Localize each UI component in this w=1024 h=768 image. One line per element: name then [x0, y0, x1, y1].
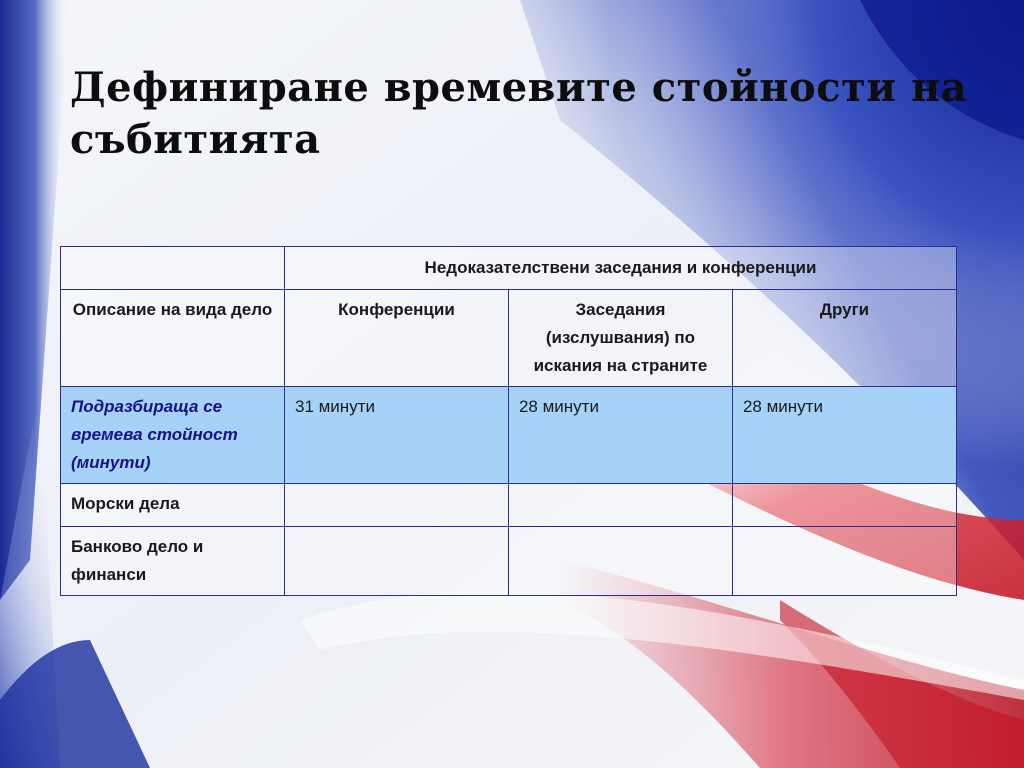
- table-corner-cell: [61, 247, 285, 290]
- durations-table-container: [60, 246, 957, 596]
- row-label-default-duration: Подразбираща се времева стойност (минути): [61, 387, 285, 484]
- group-header-cell: Недоказателствени заседания и конференции: [284, 247, 956, 290]
- column-header-conferences: Конференции: [284, 290, 508, 387]
- slide-title: Дефиниране времевите стойности на събитията: [70, 64, 968, 163]
- cell-hearings: [508, 484, 732, 527]
- cell-other: [732, 484, 956, 527]
- table-row: [61, 527, 957, 596]
- column-header-hearings: Заседания (изслушвания) по искания на страните: [508, 290, 732, 387]
- table-row: [61, 484, 957, 527]
- cell-conferences: [284, 527, 508, 596]
- table-group-header-row: [61, 247, 957, 290]
- cell-hearings: 28 минути: [508, 387, 732, 484]
- column-header-description: Описание на вида дело: [61, 290, 285, 387]
- cell-other: [732, 527, 956, 596]
- cell-hearings: [508, 527, 732, 596]
- column-header-other: Други: [732, 290, 956, 387]
- cell-conferences: 31 минути: [284, 387, 508, 484]
- durations-table: [60, 246, 957, 596]
- table-row: [61, 387, 957, 484]
- row-label-banking: Банково дело и финанси: [61, 527, 285, 596]
- table-column-header-row: [61, 290, 957, 387]
- cell-conferences: [284, 484, 508, 527]
- row-label-maritime: Морски дела: [61, 484, 285, 527]
- cell-other: 28 минути: [732, 387, 956, 484]
